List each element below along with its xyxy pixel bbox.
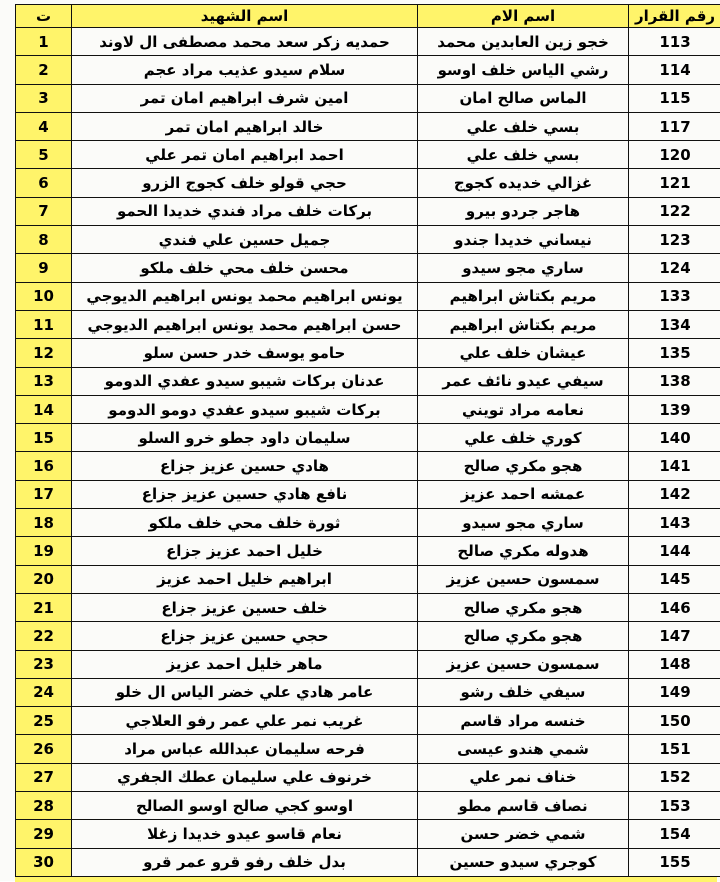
row-num: 19 [16,537,72,565]
table-row [16,480,720,508]
table-row [16,112,720,140]
row-num: 2 [16,56,72,84]
table-row [16,310,720,338]
row-martyr-name: سليمان داود جطو خرو السلو [72,424,418,452]
row-martyr-name: خالد ابراهيم امان تمر [72,112,418,140]
row-mother-name: رشي الياس خلف اوسو [418,56,629,84]
row-decision-no: 117 [629,112,720,140]
row-num: 11 [16,310,72,338]
row-num: 27 [16,763,72,791]
table-row [16,848,720,876]
row-num: 30 [16,848,72,876]
row-decision-no: 135 [629,339,720,367]
row-decision-no: 146 [629,593,720,621]
row-martyr-name: خرنوف علي سليمان عطك الجفري [72,763,418,791]
row-mother-name: كوجري سيدو حسين [418,848,629,876]
row-num: 10 [16,282,72,310]
row-decision-no: 151 [629,735,720,763]
row-mother-name: هجو مكري صالح [418,452,629,480]
row-decision-no: 141 [629,452,720,480]
table-row [16,678,720,706]
table-row [16,395,720,423]
row-decision-no: 114 [629,56,720,84]
row-num: 9 [16,254,72,282]
table-row [16,28,720,56]
row-mother-name: سمسون حسين عزيز [418,565,629,593]
row-num: 7 [16,197,72,225]
row-decision-no: 148 [629,650,720,678]
row-martyr-name: امين شرف ابراهيم امان تمر [72,84,418,112]
row-num: 15 [16,424,72,452]
row-num: 24 [16,678,72,706]
table-row [16,141,720,169]
row-decision-no: 155 [629,848,720,876]
row-decision-no: 124 [629,254,720,282]
row-mother-name: خجو زين العابدين محمد [418,28,629,56]
table-row [16,452,720,480]
row-mother-name: ساري مجو سيدو [418,509,629,537]
row-decision-no: 152 [629,763,720,791]
row-num: 5 [16,141,72,169]
row-decision-no: 150 [629,707,720,735]
table-row [16,537,720,565]
row-martyr-name: جميل حسين علي فندي [72,226,418,254]
table-row [16,820,720,848]
row-mother-name: كوري خلف علي [418,424,629,452]
row-decision-no: 140 [629,424,720,452]
table-row [16,226,720,254]
row-mother-name: سيفي عيدو نائف عمر [418,367,629,395]
row-mother-name: سمسون حسين عزيز [418,650,629,678]
row-mother-name: شمي خضر حسن [418,820,629,848]
table-row [16,763,720,791]
row-martyr-name: بركات شيبو سيدو عفدي دومو الدومو [72,395,418,423]
table-row [16,593,720,621]
row-martyr-name: حامو يوسف خدر حسن سلو [72,339,418,367]
row-mother-name: عيشان خلف علي [418,339,629,367]
row-martyr-name: خليل احمد عزيز جزاع [72,537,418,565]
next-row-cutoff [15,876,717,882]
row-num: 22 [16,622,72,650]
row-mother-name: نصاف قاسم مطو [418,792,629,820]
row-decision-no: 153 [629,792,720,820]
row-decision-no: 149 [629,678,720,706]
row-mother-name: مريم بكتاش ابراهيم [418,310,629,338]
row-martyr-name: نعام قاسو عيدو خديدا زغلا [72,820,418,848]
table-row [16,84,720,112]
row-martyr-name: ابراهيم خليل احمد عزيز [72,565,418,593]
table-row [16,339,720,367]
row-num: 6 [16,169,72,197]
row-martyr-name: فرحه سليمان عبدالله عباس مراد [72,735,418,763]
table-row [16,424,720,452]
row-mother-name: سيفي خلف رشو [418,678,629,706]
row-martyr-name: خلف حسين عزيز جزاع [72,593,418,621]
header-martyr-name: اسم الشهيد [72,5,418,28]
row-decision-no: 147 [629,622,720,650]
row-martyr-name: غريب نمر علي عمر رفو العلاجي [72,707,418,735]
row-decision-no: 143 [629,509,720,537]
row-mother-name: هجو مكري صالح [418,593,629,621]
table-row [16,509,720,537]
row-mother-name: بسي خلف علي [418,141,629,169]
row-mother-name: مريم بكتاش ابراهيم [418,282,629,310]
table-row [16,622,720,650]
row-num: 13 [16,367,72,395]
row-mother-name: بسي خلف علي [418,112,629,140]
row-num: 20 [16,565,72,593]
row-martyr-name: سلام سيدو عذيب مراد عجم [72,56,418,84]
row-decision-no: 113 [629,28,720,56]
row-martyr-name: بركات خلف مراد فندي خديدا الحمو [72,197,418,225]
header-decision-no: رقم القرار [629,5,720,28]
row-martyr-name: ماهر خليل احمد عزيز [72,650,418,678]
table-row [16,792,720,820]
row-martyr-name: ثورة خلف محي خلف ملكو [72,509,418,537]
row-decision-no: 123 [629,226,720,254]
row-decision-no: 142 [629,480,720,508]
row-num: 8 [16,226,72,254]
row-mother-name: هاجر جردو بيرو [418,197,629,225]
table-row [16,367,720,395]
row-martyr-name: نافع هادي حسين عزيز جزاع [72,480,418,508]
row-mother-name: عمشه احمد عزيز [418,480,629,508]
row-num: 25 [16,707,72,735]
table-row [16,197,720,225]
row-mother-name: هجو مكري صالح [418,622,629,650]
row-decision-no: 120 [629,141,720,169]
martyrs-table [15,4,720,877]
table-row [16,565,720,593]
row-decision-no: 145 [629,565,720,593]
row-num: 28 [16,792,72,820]
row-num: 26 [16,735,72,763]
row-num: 29 [16,820,72,848]
table-row [16,56,720,84]
row-martyr-name: يونس ابراهيم محمد يونس ابراهيم الديوجي [72,282,418,310]
row-decision-no: 134 [629,310,720,338]
table-header-row [16,5,720,28]
row-mother-name: غزالي خديده كجوج [418,169,629,197]
row-num: 1 [16,28,72,56]
table-row [16,650,720,678]
row-num: 4 [16,112,72,140]
row-num: 17 [16,480,72,508]
row-martyr-name: حجي حسين عزيز جزاع [72,622,418,650]
row-martyr-name: حجي قولو خلف كجوج الزرو [72,169,418,197]
row-mother-name: خناف نمر علي [418,763,629,791]
row-martyr-name: عامر هادي علي خضر الياس ال خلو [72,678,418,706]
row-decision-no: 154 [629,820,720,848]
row-mother-name: خنسه مراد قاسم [418,707,629,735]
row-num: 21 [16,593,72,621]
row-decision-no: 133 [629,282,720,310]
table-row [16,169,720,197]
header-mother-name: اسم الام [418,5,629,28]
row-decision-no: 139 [629,395,720,423]
row-martyr-name: عدنان بركات شيبو سيدو عفدي الدومو [72,367,418,395]
row-mother-name: الماس صالح امان [418,84,629,112]
row-martyr-name: هادي حسين عزيز جزاع [72,452,418,480]
row-martyr-name: محسن خلف محي خلف ملكو [72,254,418,282]
row-decision-no: 144 [629,537,720,565]
row-decision-no: 115 [629,84,720,112]
header-num: ت [16,5,72,28]
row-martyr-name: بدل خلف رفو قرو عمر قرو [72,848,418,876]
table-row [16,735,720,763]
row-martyr-name: حمديه زكر سعد محمد مصطفى ال لاوند [72,28,418,56]
row-mother-name: شمي هندو عيسى [418,735,629,763]
row-num: 18 [16,509,72,537]
table-row [16,707,720,735]
row-num: 3 [16,84,72,112]
row-num: 14 [16,395,72,423]
row-mother-name: ساري مجو سيدو [418,254,629,282]
row-decision-no: 122 [629,197,720,225]
table-row [16,254,720,282]
row-mother-name: نيساني خديدا جندو [418,226,629,254]
row-martyr-name: احمد ابراهيم امان تمر علي [72,141,418,169]
row-martyr-name: حسن ابراهيم محمد يونس ابراهيم الديوجي [72,310,418,338]
row-num: 12 [16,339,72,367]
row-mother-name: هدوله مكري صالح [418,537,629,565]
row-decision-no: 121 [629,169,720,197]
row-martyr-name: اوسو كجي صالح اوسو الصالح [72,792,418,820]
table-row [16,282,720,310]
row-decision-no: 138 [629,367,720,395]
row-mother-name: نعامه مراد تويني [418,395,629,423]
row-num: 23 [16,650,72,678]
row-num: 16 [16,452,72,480]
